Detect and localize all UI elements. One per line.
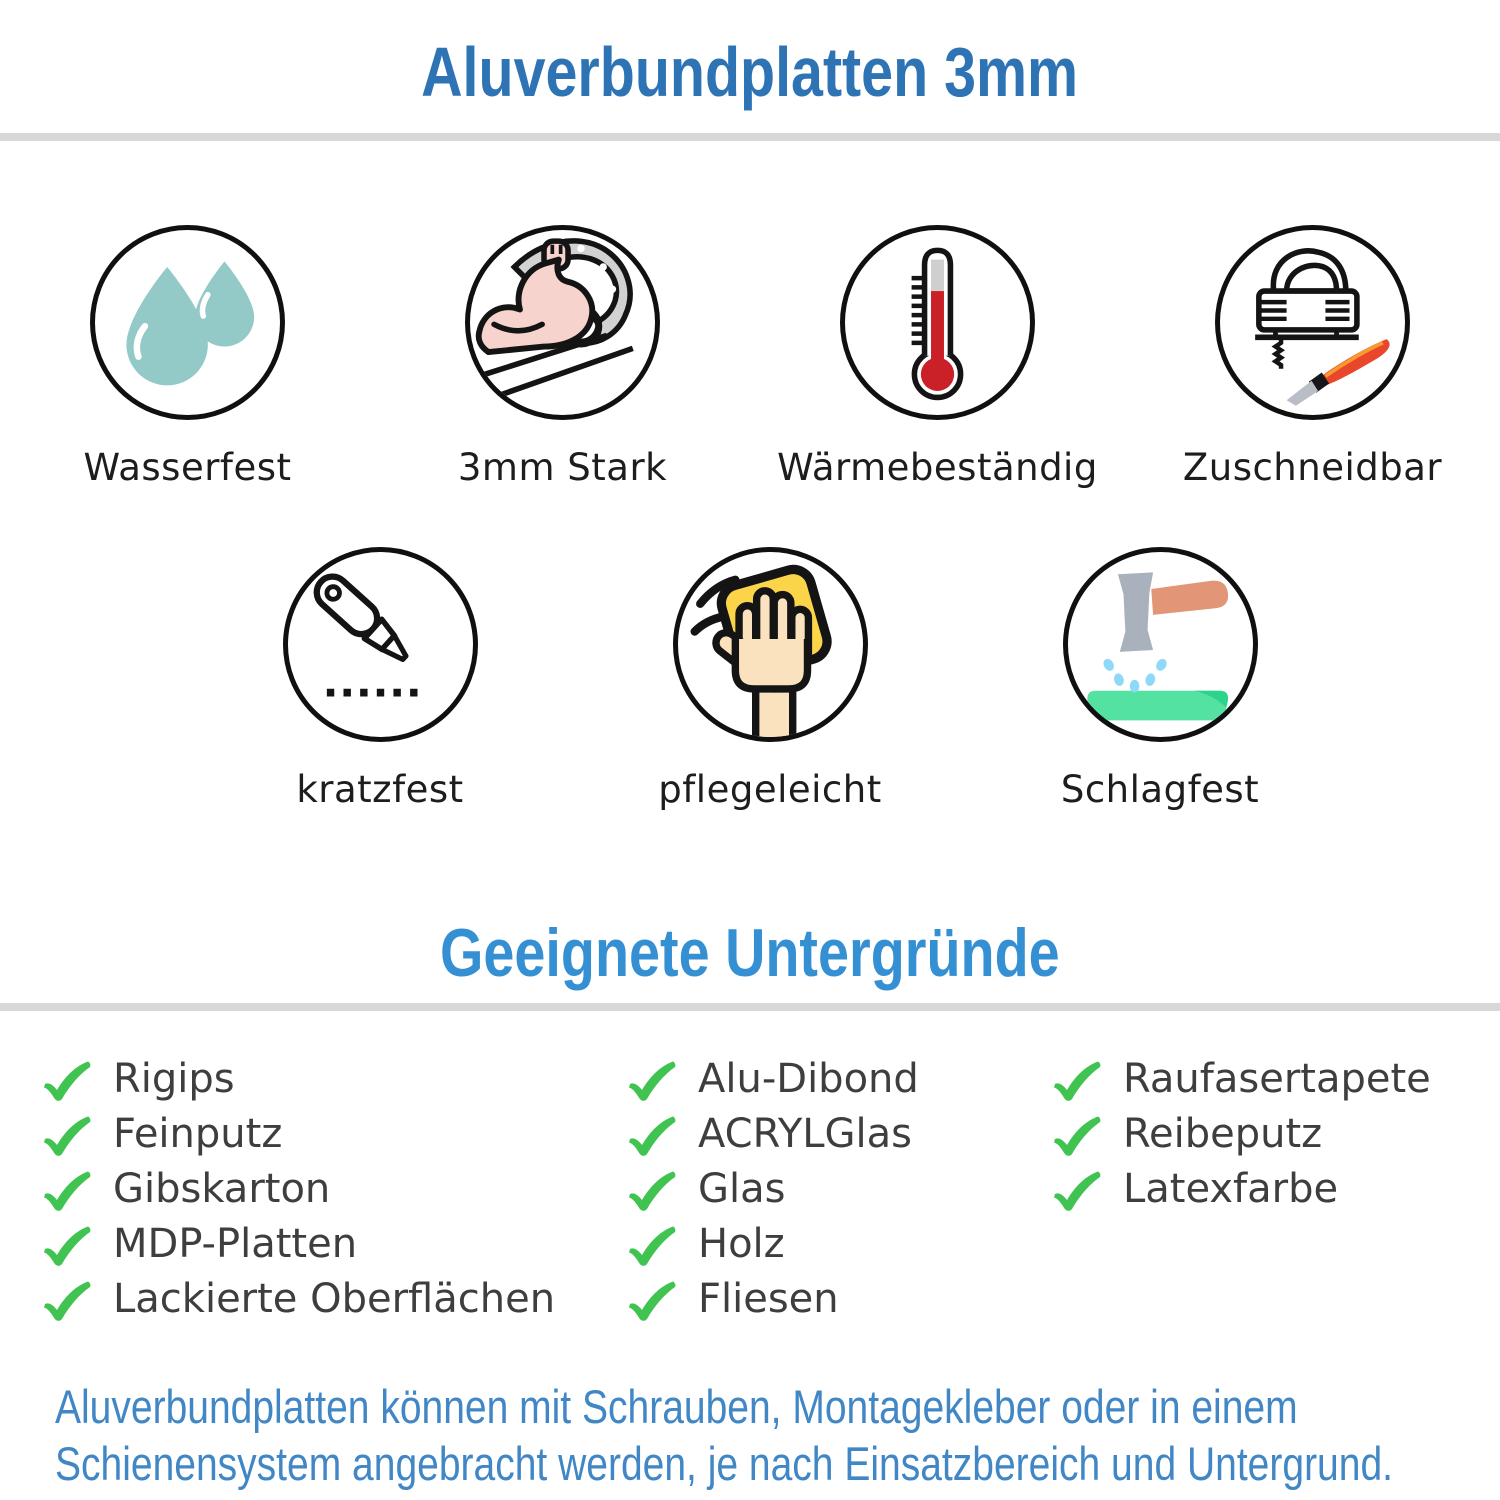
feature-circle	[1063, 547, 1258, 742]
feature-card-waermebestaendig	[750, 225, 1125, 489]
substrate-label: Holz	[698, 1220, 785, 1267]
divider	[0, 133, 1500, 141]
feature-card-kratzfest	[185, 547, 575, 811]
section-title: Geeignete Untergründe	[440, 915, 1060, 991]
substrate-column-3	[1050, 1051, 1500, 1326]
thermometer-icon	[845, 230, 1030, 415]
check-icon	[40, 1279, 94, 1323]
feature-label: pflegeleicht	[658, 768, 882, 811]
check-icon	[625, 1169, 679, 1213]
feature-label: kratzfest	[296, 768, 464, 811]
feature-circle	[1215, 225, 1410, 420]
feature-card-schlagfest	[965, 547, 1355, 811]
wiping-hand-icon	[678, 552, 863, 737]
list-item	[625, 1271, 1050, 1326]
feature-card-wasserfest	[0, 225, 375, 489]
water-drops-icon	[95, 230, 280, 415]
footer-line-1: Aluverbundplatten können mit Schrauben, Montagekleber oder in einem	[55, 1380, 1298, 1433]
feature-circle	[283, 547, 478, 742]
substrate-label: Lackierte Oberflächen	[113, 1275, 556, 1322]
footer-note	[55, 1378, 1499, 1492]
list-item	[40, 1271, 625, 1326]
list-item	[40, 1106, 625, 1161]
check-icon	[40, 1169, 94, 1213]
list-item	[40, 1051, 625, 1106]
substrate-label: Glas	[698, 1165, 786, 1212]
feature-card-zuschneidbar	[1125, 225, 1500, 489]
feature-row-1	[0, 225, 1500, 489]
feature-card-pflegeleicht	[575, 547, 965, 811]
check-icon	[40, 1059, 94, 1103]
feature-label: 3mm Stark	[457, 446, 668, 489]
list-item	[1050, 1161, 1500, 1216]
check-icon	[625, 1114, 679, 1158]
check-icon	[40, 1114, 94, 1158]
feature-circle	[90, 225, 285, 420]
muscle-arm-icon	[470, 230, 655, 415]
substrate-label: ACRYLGlas	[698, 1110, 913, 1157]
feature-label: Zuschneidbar	[1182, 446, 1443, 489]
substrate-label: Feinputz	[113, 1110, 283, 1157]
list-item	[40, 1216, 625, 1271]
substrate-label: Fliesen	[698, 1275, 839, 1322]
feature-circle	[840, 225, 1035, 420]
substrate-column-2	[625, 1051, 1050, 1326]
feature-circle	[673, 547, 868, 742]
check-icon	[1050, 1114, 1104, 1158]
feature-label: Wasserfest	[83, 446, 292, 489]
check-icon	[40, 1224, 94, 1268]
substrate-label: Alu-Dibond	[698, 1055, 919, 1102]
feature-label: Wärmebeständig	[777, 446, 1098, 489]
list-item	[625, 1216, 1050, 1271]
list-item	[1050, 1051, 1500, 1106]
feature-circle	[465, 225, 660, 420]
substrate-label: Latexfarbe	[1123, 1165, 1339, 1212]
check-icon	[1050, 1059, 1104, 1103]
list-item	[625, 1161, 1050, 1216]
hammer-icon	[1068, 552, 1253, 737]
substrate-label: Gibskarton	[113, 1165, 331, 1212]
substrate-label: Rigips	[113, 1055, 235, 1102]
feature-label: Schlagfest	[1060, 768, 1260, 811]
check-icon	[625, 1224, 679, 1268]
feature-card-3mm-stark	[375, 225, 750, 489]
list-item	[40, 1161, 625, 1216]
substrate-label: MDP-Platten	[113, 1220, 358, 1267]
utility-knife-icon	[288, 552, 473, 737]
substrate-column-1	[40, 1051, 625, 1326]
divider	[0, 1003, 1500, 1011]
jigsaw-icon	[1220, 230, 1405, 415]
substrate-checklist	[0, 1051, 1500, 1326]
list-item	[1050, 1106, 1500, 1161]
check-icon	[625, 1279, 679, 1323]
footer-line-2: Schienensystem angebracht werden, je nach Einsatzbereich und Untergrund.	[55, 1437, 1393, 1490]
substrate-label: Raufasertapete	[1123, 1055, 1431, 1102]
check-icon	[1050, 1169, 1104, 1213]
check-icon	[625, 1059, 679, 1103]
list-item	[625, 1051, 1050, 1106]
list-item	[625, 1106, 1050, 1161]
substrate-label: Reibeputz	[1123, 1110, 1323, 1157]
feature-row-2	[185, 547, 1355, 811]
page-title: Aluverbundplatten 3mm	[421, 33, 1079, 111]
